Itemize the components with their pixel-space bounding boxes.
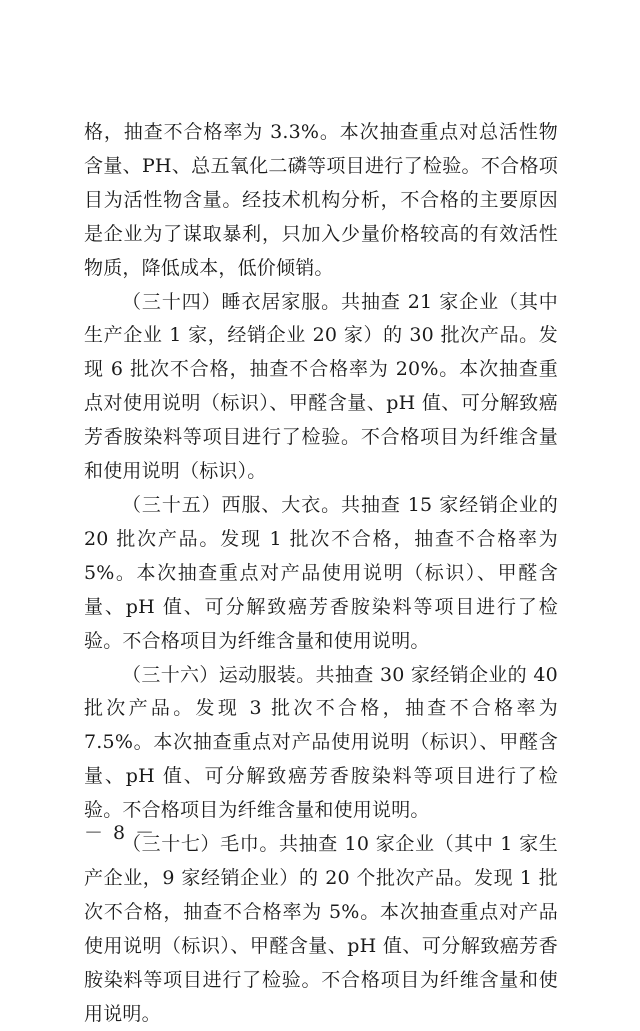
paragraph-suits-coats	[84, 489, 558, 659]
paragraph-text: 共抽查 10 家企业（其中 1 家生产企业，9 家经销企业）的 20 个批次产品。发现 1 批次不合格，抽查不合格率为 5%。本次抽查重点对产品使用说明（标识）、甲醛含量、pH 值、可分解致癌芳香胺染料等项目进行了检验。不合格项目为纤维含量和使用说明。	[84, 833, 558, 1025]
paragraph-sleepwear	[84, 286, 558, 489]
paragraph-continuation	[84, 116, 558, 286]
document-body	[84, 116, 558, 1031]
paragraph-text: 共抽查 15 家经销企业的 20 批次产品。发现 1 批次不合格，抽查不合格率为 5%。本次抽查重点对产品使用说明（标识）、甲醛含量、pH 值、可分解致癌芳香胺染料等项目进行了检验。不合格项目为纤维含量和使用说明。	[84, 493, 559, 652]
section-heading: （三十六）运动服装。	[122, 663, 316, 686]
paragraph-towels	[84, 828, 558, 1031]
section-heading: （三十七）毛巾。	[122, 833, 280, 856]
section-heading: （三十四）睡衣居家服。	[122, 290, 342, 313]
paragraph-text: 共抽查 30 家经销企业的 40 批次产品。发现 3 批次不合格，抽查不合格率为 7.5%。本次抽查重点对产品使用说明（标识）、甲醛含量、pH 值、可分解致癌芳香胺染料等项目进行了检验。不合格项目为纤维含量和使用说明。	[84, 663, 558, 822]
paragraph-text: 格，抽查不合格率为 3.3%。本次抽查重点对总活性物含量、PH、总五氧化二磷等项目进行了检验。不合格项目为活性物含量。经技术机构分析，不合格的主要原因是企业为了谋取暴利，只加入少量价格较高的有效活性物质，降低成本，低价倾销。	[84, 121, 558, 279]
section-heading: （三十五）西服、大衣。	[122, 493, 342, 516]
paragraph-text: 共抽查 21 家企业（其中生产企业 1 家，经销企业 20 家）的 30 批次产品。发现 6 批次不合格，抽查不合格率为 20%。本次抽查重点对使用说明（标识）、甲醛含量、pH 值、可分解致癌芳香胺染料等项目进行了检验。不合格项目为纤维含量和使用说明（标识）。	[84, 290, 559, 483]
page-number: － 8 －	[84, 822, 157, 844]
paragraph-sportswear	[84, 659, 558, 829]
